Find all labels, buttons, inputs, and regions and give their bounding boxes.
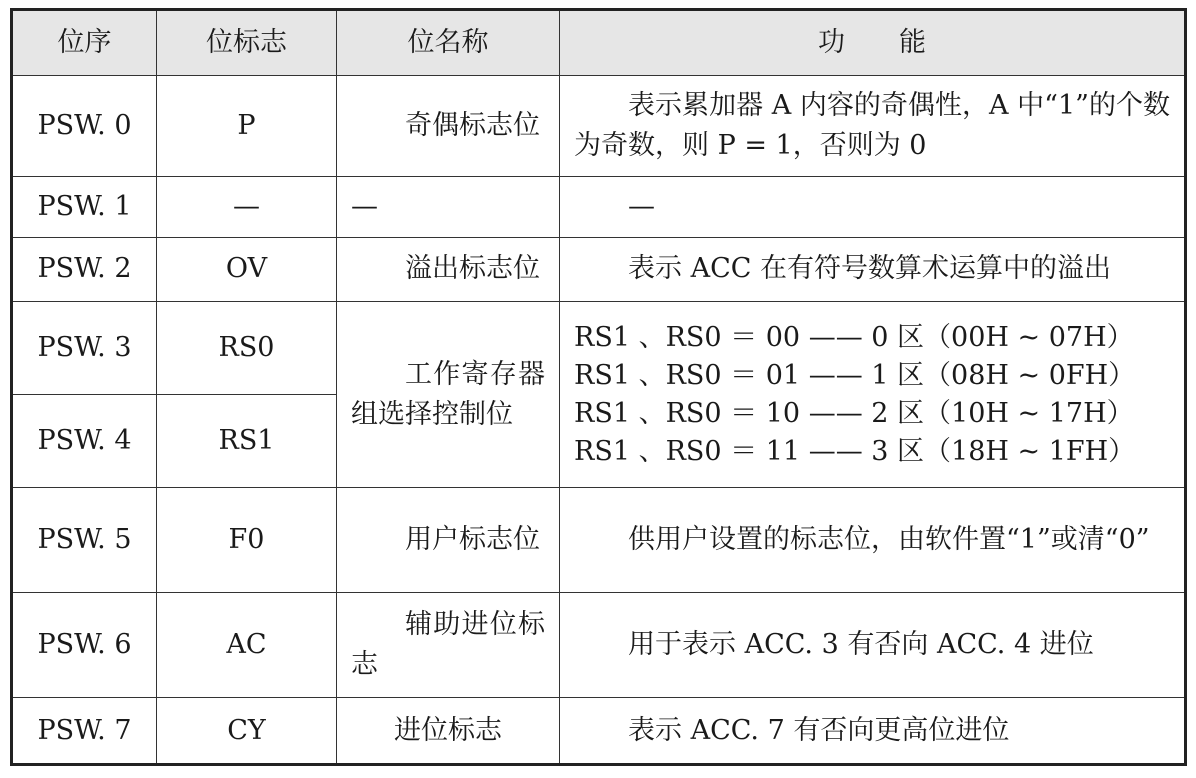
bit-function: 供用户设置的标志位，由软件置“1”或清“0” [560,488,1186,593]
bank-select-line: RS1 、RS0 ＝ 00 —— 0 区（00H ~ 07H） [574,321,1134,353]
table-row [12,237,1186,302]
table-row [12,593,1186,698]
bit-name: 工作寄存器组选择控制位 [337,302,560,488]
bit-name: 辅助进位标志 [337,593,560,698]
psw-bit-table [10,8,1187,766]
bit-flag: RS1 [157,395,337,488]
table-row [12,76,1186,177]
bank-select-function [560,302,1186,488]
table-row [12,177,1186,238]
table-row [12,302,1186,395]
header-bit-name: 位名称 [337,10,560,76]
header-function: 功 能 [560,10,1186,76]
bank-select-line: RS1 、RS0 ＝ 10 —— 2 区（10H ~ 17H） [574,397,1134,429]
bit-index: PSW. 0 [12,76,157,177]
bit-flag: AC [157,593,337,698]
bit-index: PSW. 1 [12,177,157,238]
bit-flag: — [157,177,337,238]
bank-select-line: RS1 、RS0 ＝ 01 —— 1 区（08H ~ 0FH） [574,359,1136,391]
bit-function: 用于表示 ACC. 3 有否向 ACC. 4 进位 [560,593,1186,698]
bit-index: PSW. 6 [12,593,157,698]
bit-flag: P [157,76,337,177]
bit-name: — [337,177,560,238]
bit-name: 奇偶标志位 [337,76,560,177]
bank-select-line: RS1 、RS0 ＝ 11 —— 3 区（18H ~ 1FH） [574,435,1136,467]
header-bit-flag: 位标志 [157,10,337,76]
bit-flag: RS0 [157,302,337,395]
bit-function: — [560,177,1186,238]
table-row [12,698,1186,765]
bit-flag: CY [157,698,337,765]
bit-flag: OV [157,237,337,302]
bit-function: 表示累加器 A 内容的奇偶性，A 中“1”的个数为奇数，则 P = 1，否则为 0 [560,76,1186,177]
bit-name: 用户标志位 [337,488,560,593]
bit-name: 进位标志 [337,698,560,765]
table-row [12,488,1186,593]
bit-index: PSW. 5 [12,488,157,593]
bit-index: PSW. 2 [12,237,157,302]
bit-index: PSW. 4 [12,395,157,488]
header-bit-order: 位序 [12,10,157,76]
bit-index: PSW. 3 [12,302,157,395]
bit-flag: F0 [157,488,337,593]
header-row [12,10,1186,76]
bit-name: 溢出标志位 [337,237,560,302]
bit-function: 表示 ACC. 7 有否向更高位进位 [560,698,1186,765]
bit-function: 表示 ACC 在有符号数算术运算中的溢出 [560,237,1186,302]
bit-index: PSW. 7 [12,698,157,765]
